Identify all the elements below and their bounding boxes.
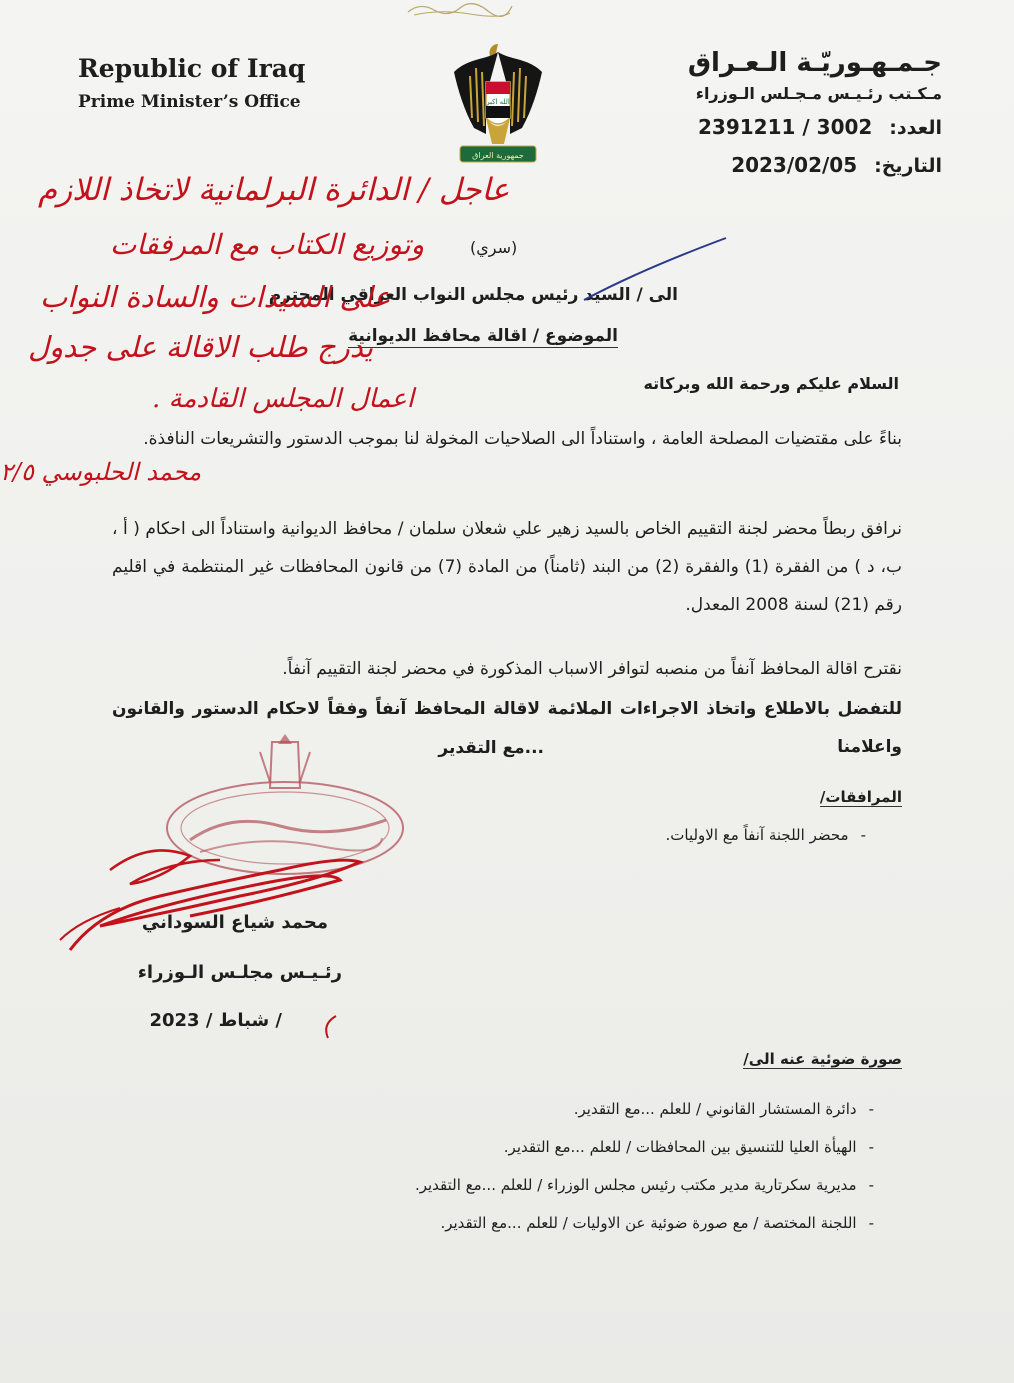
body-paragraph-4: للتفضل بالاطلاع واتخاذ الاجراءات الملائمة لاقالة المحافظ آنفاً وفقاً لاحكام الدستور والقانون واعلامنا	[112, 699, 902, 757]
handwritten-strike-line-icon	[580, 234, 730, 304]
reference-number-label: العدد:	[889, 117, 942, 139]
classification-label: (سري)	[470, 238, 518, 257]
greeting-line: السلام عليكم ورحمة الله وبركاته	[643, 374, 899, 393]
attachment-item: -محضر اللجنة آنفاً مع الاوليات.	[665, 826, 866, 844]
addressee-line: الى / السيد رئيس مجلس النواب العراقي المحترم	[268, 285, 678, 305]
reference-date-label: التاريخ:	[874, 155, 942, 177]
list-item: -دائرة المستشار القانوني / للعلم ...مع التقدير.	[573, 1100, 874, 1118]
svg-text:جمهورية العراق: جمهورية العراق	[472, 151, 524, 160]
body-paragraph-1: بناءً على مقتضيات المصلحة العامة ، واستناداً الى الصلاحيات المخولة لنا بموجب الدستور والتشريعات النافذة.	[143, 429, 902, 449]
list-item: -مديرية سكرتارية مدير مكتب رئيس مجلس الوزراء / للعلم ...مع التقدير.	[414, 1176, 874, 1194]
iraq-eagle-emblem-icon	[446, 38, 550, 172]
closing-line: ...مع التقدير	[438, 738, 544, 758]
reference-number-value: 2391211 / 3002	[698, 115, 873, 139]
body-paragraph-3: نقترح اقالة المحافظ آنفاً من منصبه لتوافر الاسباب المذكورة في محضر لجنة التقييم آنفاً.	[282, 659, 902, 679]
list-bullet: -	[860, 826, 866, 844]
reference-number	[698, 115, 942, 139]
reference-date-value: 2023/02/05	[731, 153, 858, 177]
signatory-name: محمد شياع السوداني	[141, 912, 328, 933]
handwritten-note-line-5: اعمال المجلس القادمة .	[152, 384, 415, 414]
signatory-role: رئـيـس مجلـس الـوزراء	[137, 962, 342, 983]
decorative-calligraphy-band	[400, 0, 520, 18]
header-title-english: Republic of Iraq	[78, 54, 306, 83]
header-subtitle-english: Prime Minister’s Office	[78, 92, 301, 112]
body-paragraph-2: نرافق ربطاً محضر لجنة التقييم الخاص بالسيد زهير علي شعلان سلمان / محافظ الديوانية واستناداً الى احكام ( أ ، ب، د ) من الفقرة (1) والفقرة (2) من البند (ثامناً) من المادة (7) من قانون المحافظات غير المنتظمة في اقليم رقم (21) لسنة 2008 المعدل.	[112, 519, 902, 615]
signature-date: / شباط / 2023	[149, 1010, 282, 1031]
signature-scribble-icon	[40, 800, 400, 960]
subject-line: الموضوع / اقالة محافظ الديوانية	[348, 326, 618, 346]
handwritten-note-line-1: عاجل / الدائرة البرلمانية لاتخاذ اللازم	[38, 172, 510, 208]
list-item: -الهيأة العليا للتنسيق بين المحافظات / للعلم ...مع التقدير.	[503, 1138, 874, 1156]
handwritten-mark-icon	[318, 1012, 342, 1042]
attachments-title: المرافقات/	[819, 788, 902, 806]
header-subtitle-arabic: مـكـتب رئـيـس مـجـلس الـوزراء	[695, 84, 942, 103]
handwritten-note-line-4: يدرج طلب الاقالة على جدول	[28, 330, 374, 364]
cc-list	[415, 1090, 874, 1242]
handwritten-signature-date: محمد الحلبوسي ٢/٥	[0, 458, 202, 486]
handwritten-note-line-3: على السيدات والسادة النواب	[40, 280, 391, 314]
list-item: -اللجنة المختصة / مع صورة ضوئية عن الاوليات / للعلم ...مع التقدير.	[440, 1214, 874, 1232]
header-title-arabic: جـمـهـوريّـة الـعـراق	[687, 48, 942, 78]
handwritten-note-line-2: وتوزيع الكتاب مع المرفقات	[110, 228, 425, 261]
reference-date	[731, 153, 942, 177]
cc-title: صورة ضوئية عنه الى/	[743, 1050, 902, 1068]
svg-text:الله اكبر: الله اكبر	[486, 98, 510, 106]
